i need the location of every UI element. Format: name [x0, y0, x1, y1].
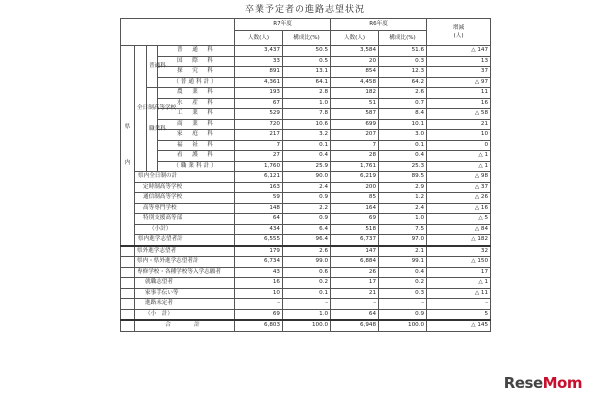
table-row — [121, 88, 491, 99]
cell-r7p: 0.5 — [283, 56, 331, 67]
cell-d: △ 97 — [427, 77, 491, 88]
header-corner — [121, 19, 235, 46]
region-empty-cell — [121, 267, 135, 278]
row-label: 農 業 科 — [158, 88, 235, 99]
table-row — [121, 172, 491, 183]
cell-d: △ 26 — [427, 193, 491, 204]
cell-r7p: 25.9 — [283, 161, 331, 172]
cell-r7p: – — [283, 299, 331, 310]
cell-r6p: 97.0 — [379, 235, 427, 246]
cell-r6n: 3,584 — [331, 46, 379, 57]
table-row — [121, 46, 491, 57]
cell-r6p: 0.3 — [379, 56, 427, 67]
logo-part-rese: Rese — [503, 374, 543, 392]
cell-r7n: 27 — [235, 151, 283, 162]
cell-d: – — [427, 299, 491, 310]
row-label: 合 計 — [135, 320, 235, 331]
cell-r7n: 891 — [235, 67, 283, 78]
table-row — [121, 257, 491, 268]
cell-r6n: 164 — [331, 203, 379, 214]
cell-r6n: 28 — [331, 151, 379, 162]
cell-r6p: 0.4 — [379, 151, 427, 162]
cell-r6n: 182 — [331, 88, 379, 99]
region-empty-cell — [121, 309, 135, 320]
region-label-prefecture: 県 内 — [121, 46, 135, 246]
cell-r7p: 64.1 — [283, 77, 331, 88]
header-r7-ratio: 構成比(%) — [283, 31, 331, 46]
cell-r7n: 43 — [235, 267, 283, 278]
cell-r6n: 4,458 — [331, 77, 379, 88]
cell-r6p: 7.5 — [379, 224, 427, 235]
cell-d: △ 1 — [427, 151, 491, 162]
row-label: 看 護 科 — [158, 151, 235, 162]
cell-d: △ 37 — [427, 182, 491, 193]
table-row — [121, 299, 491, 310]
table-row — [121, 119, 491, 130]
cell-r7n: 3,437 — [235, 46, 283, 57]
table-row — [121, 320, 491, 331]
cell-r6n: 587 — [331, 109, 379, 120]
row-label: 国 際 科 — [158, 56, 235, 67]
cell-r7n: 59 — [235, 193, 283, 204]
cell-r7n: 6,121 — [235, 172, 283, 183]
cell-r6n: 1,761 — [331, 161, 379, 172]
cell-r7p: 1.0 — [283, 309, 331, 320]
cell-r7n: 69 — [235, 309, 283, 320]
cell-d: 32 — [427, 246, 491, 257]
cell-r7n: 529 — [235, 109, 283, 120]
cell-r6p: 99.1 — [379, 257, 427, 268]
cell-r6p: 0.1 — [379, 140, 427, 151]
cell-r6n: 69 — [331, 214, 379, 225]
cell-r6n: 51 — [331, 98, 379, 109]
cell-d: △ 150 — [427, 257, 491, 268]
cell-d: △ 182 — [427, 235, 491, 246]
cell-r6n: 85 — [331, 193, 379, 204]
cell-r7n: – — [235, 299, 283, 310]
cell-d: △ 58 — [427, 109, 491, 120]
table-row — [121, 109, 491, 120]
cell-d: △ 98 — [427, 172, 491, 183]
cell-r6n: 21 — [331, 288, 379, 299]
cell-r6n: 200 — [331, 182, 379, 193]
table-row — [121, 203, 491, 214]
cell-d: 17 — [427, 267, 491, 278]
header-r6-ratio: 構成比(%) — [379, 31, 427, 46]
cell-r7n: 6,734 — [235, 257, 283, 268]
region-empty-cell — [121, 246, 135, 257]
cell-d: 21 — [427, 119, 491, 130]
row-label: （普通科計） — [158, 77, 235, 88]
region-empty-cell — [121, 299, 135, 310]
row-label: 通信制高等学校 — [135, 193, 235, 204]
region-empty-cell — [121, 278, 135, 289]
cell-r6n: 26 — [331, 267, 379, 278]
cell-r7p: 0.1 — [283, 288, 331, 299]
cell-r6p: 2.6 — [379, 88, 427, 99]
row-label: 家事手伝い等 — [135, 288, 235, 299]
header-row-years — [121, 19, 491, 31]
cell-r7p: 2.8 — [283, 88, 331, 99]
cell-d: 37 — [427, 67, 491, 78]
cell-r7n: 64 — [235, 214, 283, 225]
cell-r7n: 10 — [235, 288, 283, 299]
group-label-vocational: 職業科 — [147, 88, 158, 172]
cell-r6n: 207 — [331, 130, 379, 141]
row-label: 特別支援高等部 — [135, 214, 235, 225]
cell-r6p: 10.1 — [379, 119, 427, 130]
cell-r6p: 64.2 — [379, 77, 427, 88]
header-r7: R7年度 — [235, 19, 331, 31]
cell-r7p: 7.8 — [283, 109, 331, 120]
row-label: 定時制高等学校 — [135, 182, 235, 193]
cell-r7n: 434 — [235, 224, 283, 235]
row-label: （小 計） — [135, 309, 235, 320]
cell-r7p: 0.6 — [283, 267, 331, 278]
cell-d: 5 — [427, 309, 491, 320]
table-row — [121, 67, 491, 78]
cell-d: △ 145 — [427, 320, 491, 331]
table-row — [121, 182, 491, 193]
table-row — [121, 77, 491, 88]
row-label: 高等専門学校 — [135, 203, 235, 214]
cell-d: △ 16 — [427, 203, 491, 214]
cell-r7n: 179 — [235, 246, 283, 257]
cell-r6p: 0.9 — [379, 309, 427, 320]
header-r7-people: 人数(人) — [235, 31, 283, 46]
table-row — [121, 278, 491, 289]
cell-r7p: 0.9 — [283, 193, 331, 204]
cell-r7n: 1,760 — [235, 161, 283, 172]
cell-r7p: 3.2 — [283, 130, 331, 141]
cell-r7p: 100.0 — [283, 320, 331, 331]
cell-r6p: 3.0 — [379, 130, 427, 141]
region-empty-cell — [121, 288, 135, 299]
cell-d: 16 — [427, 98, 491, 109]
cell-r6n: 6,884 — [331, 257, 379, 268]
cell-d: 11 — [427, 88, 491, 99]
header-r6: R6年度 — [331, 19, 427, 31]
cell-r6p: 100.0 — [379, 320, 427, 331]
cell-r6p: 0.4 — [379, 267, 427, 278]
cell-r6p: 89.5 — [379, 172, 427, 183]
cell-r7p: 0.9 — [283, 214, 331, 225]
table-row — [121, 161, 491, 172]
cell-d: 0 — [427, 140, 491, 151]
cell-r7p: 6.4 — [283, 224, 331, 235]
row-label: 福 祉 科 — [158, 140, 235, 151]
cell-r7p: 2.2 — [283, 203, 331, 214]
table-row — [121, 246, 491, 257]
row-label: 県内進学志望者計 — [135, 235, 235, 246]
cell-r7p: 99.0 — [283, 257, 331, 268]
table-row — [121, 288, 491, 299]
header-r6-people: 人数(人) — [331, 31, 379, 46]
cell-r7p: 0.4 — [283, 151, 331, 162]
cell-r6n: 64 — [331, 309, 379, 320]
cell-r7p: 2.6 — [283, 246, 331, 257]
cell-r6p: 0.2 — [379, 278, 427, 289]
cell-d: 10 — [427, 130, 491, 141]
region-empty-cell — [121, 257, 135, 268]
cell-r7n: 33 — [235, 56, 283, 67]
row-label: 水 産 科 — [158, 98, 235, 109]
cell-r7n: 193 — [235, 88, 283, 99]
table-row — [121, 309, 491, 320]
cell-r7p: 13.1 — [283, 67, 331, 78]
table-row — [121, 98, 491, 109]
cell-r7n: 6,803 — [235, 320, 283, 331]
page-title: 卒業予定者の進路志望状況 — [244, 5, 365, 15]
cell-d: △ 1 — [427, 278, 491, 289]
row-label: 探 究 科 — [158, 67, 235, 78]
row-label: 工 業 科 — [158, 109, 235, 120]
cell-r6n: 6,219 — [331, 172, 379, 183]
row-label: 商 業 科 — [158, 119, 235, 130]
cell-r7n: 4,361 — [235, 77, 283, 88]
cell-r7p: 96.4 — [283, 235, 331, 246]
cell-r7n: 148 — [235, 203, 283, 214]
row-label: 専修学校・各種学校等入学志願者 — [135, 267, 235, 278]
cell-r7n: 720 — [235, 119, 283, 130]
row-label: 進路未定者 — [135, 299, 235, 310]
cell-r7p: 0.1 — [283, 140, 331, 151]
cell-r6n: 699 — [331, 119, 379, 130]
cell-r6n: 147 — [331, 246, 379, 257]
cell-d: △ 5 — [427, 214, 491, 225]
cell-r7n: 7 — [235, 140, 283, 151]
row-label: （小計） — [135, 224, 235, 235]
cell-r6p: 51.6 — [379, 46, 427, 57]
cell-r6p: 25.3 — [379, 161, 427, 172]
cell-r7n: 67 — [235, 98, 283, 109]
cell-r7n: 217 — [235, 130, 283, 141]
cell-r6n: – — [331, 299, 379, 310]
table-row — [121, 235, 491, 246]
cell-d: △ 1 — [427, 161, 491, 172]
table-row — [121, 130, 491, 141]
cell-r7p: 1.0 — [283, 98, 331, 109]
cell-r6n: 6,948 — [331, 320, 379, 331]
row-label: 県内・県外進学志望者計 — [135, 257, 235, 268]
cell-d: △ 11 — [427, 288, 491, 299]
header-change: 増減 (人) — [427, 19, 491, 46]
cell-r6p: 2.4 — [379, 203, 427, 214]
cell-r6n: 6,737 — [331, 235, 379, 246]
cell-r7p: 2.4 — [283, 182, 331, 193]
cell-r6p: 1.2 — [379, 193, 427, 204]
cell-d: △ 84 — [427, 224, 491, 235]
table-row — [121, 140, 491, 151]
group-label-fulltime: 全日制高等学校 — [135, 46, 147, 172]
row-label: 県外進学志望者 — [135, 246, 235, 257]
cell-r6p: 2.9 — [379, 182, 427, 193]
cell-r6p: 12.3 — [379, 67, 427, 78]
group-label-general: 普通科 — [147, 46, 158, 88]
cell-r7p: 50.5 — [283, 46, 331, 57]
career-choice-table — [120, 18, 491, 332]
table-row — [121, 214, 491, 225]
table-row — [121, 267, 491, 278]
region-empty-cell — [121, 320, 135, 331]
cell-r6n: 7 — [331, 140, 379, 151]
row-label: （職業科計） — [158, 161, 235, 172]
logo-part-mom: Mom — [542, 374, 582, 392]
cell-r7p: 90.0 — [283, 172, 331, 183]
resemom-watermark-logo — [504, 374, 582, 392]
cell-d: △ 147 — [427, 46, 491, 57]
row-label: 県内全日制の計 — [135, 172, 235, 183]
cell-r6p: 0.3 — [379, 288, 427, 299]
table-row — [121, 56, 491, 67]
cell-r7p: 10.6 — [283, 119, 331, 130]
cell-r6p: 0.7 — [379, 98, 427, 109]
row-label: 就職志望者 — [135, 278, 235, 289]
row-label: 普 通 科 — [158, 46, 235, 57]
cell-r7n: 6,555 — [235, 235, 283, 246]
cell-r7n: 163 — [235, 182, 283, 193]
cell-r6p: 1.0 — [379, 214, 427, 225]
cell-r6p: 2.1 — [379, 246, 427, 257]
table-row — [121, 224, 491, 235]
table-row — [121, 193, 491, 204]
cell-r7n: 16 — [235, 278, 283, 289]
cell-r6n: 17 — [331, 278, 379, 289]
cell-r7p: 0.2 — [283, 278, 331, 289]
cell-r6n: 518 — [331, 224, 379, 235]
cell-r6n: 854 — [331, 67, 379, 78]
cell-d: 13 — [427, 56, 491, 67]
cell-r6p: 8.4 — [379, 109, 427, 120]
cell-r6p: – — [379, 299, 427, 310]
row-label: 家 庭 科 — [158, 130, 235, 141]
table-row — [121, 151, 491, 162]
cell-r6n: 20 — [331, 56, 379, 67]
